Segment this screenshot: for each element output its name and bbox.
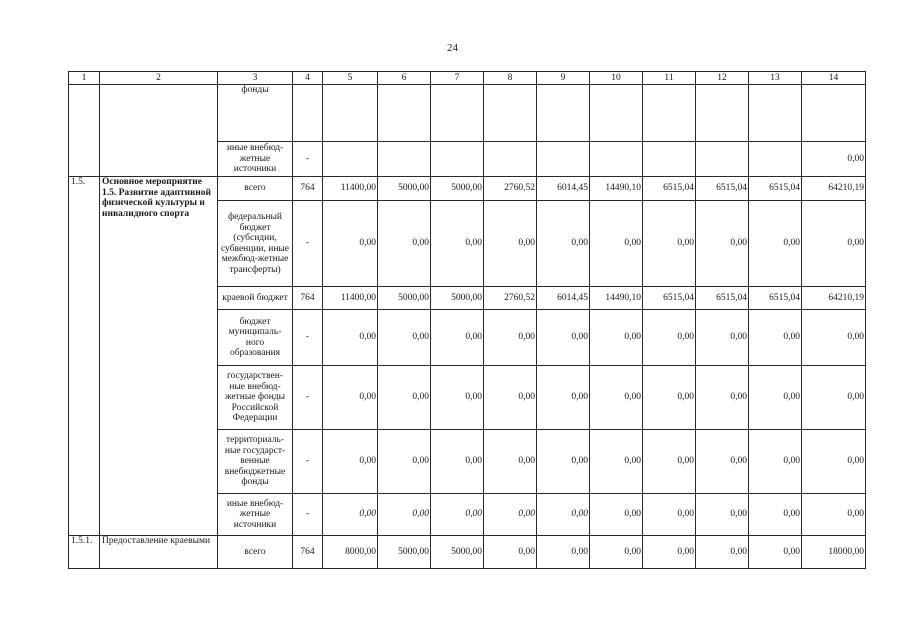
value-cell: 0,00: [749, 201, 802, 287]
value-cell: 0,00: [590, 536, 643, 569]
value-cell: 0,00: [590, 201, 643, 287]
value-cell: 0,00: [749, 366, 802, 430]
value-cell: 0,00: [537, 536, 590, 569]
value-cell: 0,00: [696, 310, 749, 366]
col-header: 6: [378, 72, 431, 85]
table-row: [69, 177, 866, 201]
value-cell: 0,00: [643, 494, 696, 536]
budget-table: [68, 71, 866, 569]
value-cell: 0,00: [590, 494, 643, 536]
col-header: 2: [100, 72, 218, 85]
code-cell: -: [293, 366, 323, 430]
value-cell: 0,00: [643, 536, 696, 569]
value-cell: 2760,52: [484, 177, 537, 201]
value-cell: 0,00: [643, 430, 696, 494]
value-cell: 0,00: [696, 494, 749, 536]
value-cell: 0,00: [802, 494, 866, 536]
col-header: 5: [323, 72, 378, 85]
source-cell: федеральный бюджет (субсидии, субвенции, иные межбюд-жетные трансферты): [218, 201, 293, 287]
col-header: 8: [484, 72, 537, 85]
value-cell: 0,00: [378, 494, 431, 536]
value-cell: 0,00: [590, 310, 643, 366]
code-cell: -: [293, 201, 323, 287]
col-header: 4: [293, 72, 323, 85]
col-header: 11: [643, 72, 696, 85]
value-cell: 14490,10: [590, 177, 643, 201]
value-cell: 5000,00: [378, 287, 431, 310]
value-cell: 5000,00: [431, 536, 484, 569]
value-cell: 0,00: [696, 366, 749, 430]
page-number: 24: [447, 42, 458, 54]
value-cell: 0,00: [802, 430, 866, 494]
value-cell: 0,00: [696, 201, 749, 287]
value-cell: 0,00: [537, 430, 590, 494]
value-cell: 0,00: [431, 366, 484, 430]
value-cell: 0,00: [431, 494, 484, 536]
value-cell: 5000,00: [378, 177, 431, 201]
value-cell: 0,00: [590, 430, 643, 494]
value-cell: 5000,00: [378, 536, 431, 569]
value-cell: 6014,45: [537, 177, 590, 201]
source-cell: иные внебюд-жетные источники: [218, 494, 293, 536]
value-cell: 11400,00: [323, 177, 378, 201]
value-cell: 0,00: [484, 310, 537, 366]
value-cell: 0,00: [537, 201, 590, 287]
col-header: 10: [590, 72, 643, 85]
value-cell: 6515,04: [696, 177, 749, 201]
value-cell: 0,00: [749, 430, 802, 494]
value-cell: 0,00: [537, 366, 590, 430]
value-cell: 0,00: [323, 494, 378, 536]
value-cell: 64210,19: [802, 177, 866, 201]
value-cell: 0,00: [802, 310, 866, 366]
value-cell: 0,00: [643, 310, 696, 366]
value-cell: 6515,04: [696, 287, 749, 310]
value-cell: 0,00: [590, 366, 643, 430]
code-cell: 764: [293, 536, 323, 569]
code-cell: -: [293, 310, 323, 366]
value-cell: 6014,45: [537, 287, 590, 310]
value-cell: 0,00: [484, 366, 537, 430]
value-cell: 0,00: [749, 536, 802, 569]
value-cell: 6515,04: [749, 177, 802, 201]
value-cell: 0,00: [537, 310, 590, 366]
table-row: [69, 536, 866, 569]
value-cell: 0,00: [323, 430, 378, 494]
value-cell: 64210,19: [802, 287, 866, 310]
value-cell: 0,00: [484, 201, 537, 287]
value-cell: 0,00: [749, 310, 802, 366]
value-cell: 0,00: [431, 201, 484, 287]
source-cell: фонды: [218, 85, 293, 142]
value-cell: 0,00: [696, 430, 749, 494]
code-cell: -: [293, 494, 323, 536]
value-cell: 0,00: [484, 494, 537, 536]
value-cell: 0,00: [431, 310, 484, 366]
value-cell: 5000,00: [431, 177, 484, 201]
value-cell: 2760,52: [484, 287, 537, 310]
value-cell: 0,00: [484, 430, 537, 494]
value-cell: 0,00: [323, 310, 378, 366]
value-cell: 0,00: [696, 536, 749, 569]
col-header: 3: [218, 72, 293, 85]
value-cell: 0,00: [537, 494, 590, 536]
value-cell: 0,00: [378, 366, 431, 430]
value-cell: 0,00: [802, 201, 866, 287]
value-cell: 18000,00: [802, 536, 866, 569]
row-name: Предоставление краевыми: [100, 536, 218, 569]
col-header: 1: [69, 72, 100, 85]
row-name: Основное мероприятие 1.5. Развитие адаптивной физической культуры и инвалидного спорта: [100, 177, 218, 536]
value-cell: 8000,00: [323, 536, 378, 569]
source-cell: всего: [218, 536, 293, 569]
value-cell: 6515,04: [643, 287, 696, 310]
row-code: 1.5.1.: [69, 536, 100, 569]
value-cell: 14490,10: [590, 287, 643, 310]
value-cell: 0,00: [749, 494, 802, 536]
value-cell: 6515,04: [749, 287, 802, 310]
source-cell: иные внебюд-жетные источники: [218, 142, 293, 177]
value-cell: 0,00: [378, 201, 431, 287]
col-header: 14: [802, 72, 866, 85]
value-cell: 0,00: [802, 366, 866, 430]
value-cell: 0,00: [484, 536, 537, 569]
code-cell: -: [293, 142, 323, 177]
source-cell: государствен-ные внебюд-жетные фонды Российской Федерации: [218, 366, 293, 430]
col-header: 9: [537, 72, 590, 85]
value-cell: 0,00: [643, 366, 696, 430]
value-cell: 0,00: [378, 310, 431, 366]
row-code: 1.5.: [69, 177, 100, 536]
col-header: 13: [749, 72, 802, 85]
source-cell: краевой бюджет: [218, 287, 293, 310]
value-cell: 0,00: [323, 366, 378, 430]
value-cell: 0,00: [643, 201, 696, 287]
value-cell: 11400,00: [323, 287, 378, 310]
code-cell: -: [293, 430, 323, 494]
col-header: 12: [696, 72, 749, 85]
source-cell: территориаль-ные государст-венные внебюджетные фонды: [218, 430, 293, 494]
value-cell: 0,00: [378, 430, 431, 494]
source-cell: всего: [218, 177, 293, 201]
table-row: [69, 85, 866, 142]
code-cell: 764: [293, 287, 323, 310]
value-cell: 0,00: [802, 142, 866, 177]
value-cell: 6515,04: [643, 177, 696, 201]
value-cell: 5000,00: [431, 287, 484, 310]
source-cell: бюджет муниципаль-ного образования: [218, 310, 293, 366]
header-row: [69, 72, 866, 85]
value-cell: 0,00: [431, 430, 484, 494]
code-cell: 764: [293, 177, 323, 201]
col-header: 7: [431, 72, 484, 85]
value-cell: 0,00: [323, 201, 378, 287]
